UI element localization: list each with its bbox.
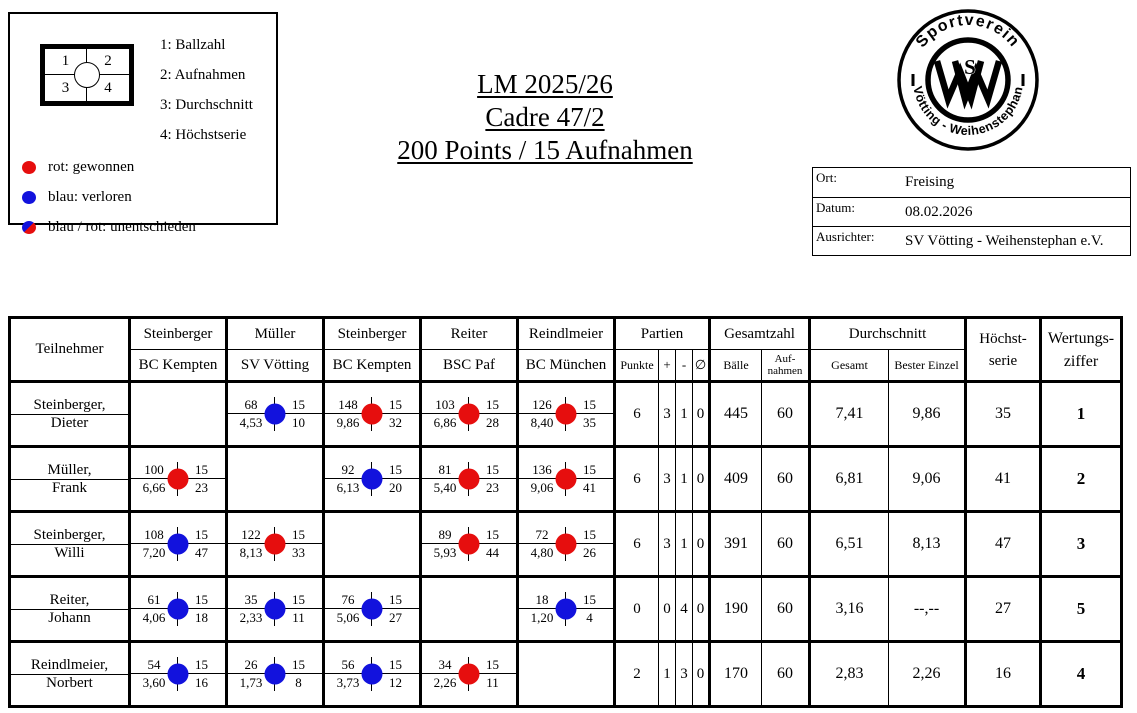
match-durchschnitt: 5,93 [422, 544, 469, 561]
match-result-dot [459, 534, 480, 555]
match-aufnahmen: 15 [566, 397, 613, 414]
match-hoechstserie: 12 [389, 674, 402, 690]
match-durchschnitt: 2,33 [228, 609, 275, 626]
header-minus: - [676, 350, 693, 382]
match-durchschnitt: 6,66 [131, 479, 178, 496]
player-row-steinberger-willi [10, 512, 1122, 577]
match-aufnahmen: 15 [566, 527, 613, 544]
match-result-dot [459, 664, 480, 685]
header-aufnahmen-line1: Auf- [774, 353, 796, 365]
stat-baelle: 190 [710, 577, 762, 642]
match-aufnahmen: 15 [178, 657, 225, 674]
match-aufnahmen: 15 [566, 462, 613, 479]
header-opponent-4-club: BSC Paf [421, 350, 518, 382]
match-aufnahmen: 15 [566, 592, 613, 609]
match-durchschnitt: 4,80 [519, 544, 566, 561]
datum-label: Datum: [816, 200, 855, 215]
diagram-quadrant-1: 1 [45, 49, 87, 75]
legend-box [8, 12, 278, 235]
match-ballzahl: 103 [422, 397, 469, 414]
stat-wertungsziffer: 2 [1041, 447, 1122, 512]
match-cell [518, 577, 615, 642]
header-opponent-3-name: Steinberger [324, 318, 421, 350]
ausrichter-value: SV Vötting - Weihenstephan e.V. [905, 233, 1104, 249]
stat-hoechstserie: 41 [966, 447, 1041, 512]
stat-baelle: 391 [710, 512, 762, 577]
page-title [330, 68, 760, 167]
stat-aufnahmen: 60 [762, 512, 810, 577]
match-ballzahl: 35 [228, 592, 275, 609]
header-aufnahmen [762, 350, 810, 382]
header-baelle: Bälle [710, 350, 762, 382]
results-table-wrap [8, 316, 1123, 708]
header-opponent-1-club: BC Kempten [130, 350, 227, 382]
match-cell [227, 577, 324, 642]
match-result-dot [265, 664, 286, 685]
ort-label: Ort: [816, 170, 837, 185]
match-durchschnitt: 1,20 [519, 609, 566, 626]
match-ballzahl: 126 [519, 397, 566, 414]
self-match-cell [421, 577, 518, 642]
stat-punkte: 0 [615, 577, 659, 642]
player-surname: Reiter, [11, 592, 128, 610]
info-row-ort [813, 168, 1130, 197]
logo-top-text: Sportverein [912, 11, 1024, 51]
player-firstname: Willi [54, 544, 85, 561]
match-aufnahmen: 15 [469, 527, 516, 544]
match-ballzahl: 68 [228, 397, 275, 414]
stat-aufnahmen: 60 [762, 577, 810, 642]
match-durchschnitt: 3,73 [325, 674, 372, 691]
match-hoechstserie: 26 [583, 544, 596, 560]
match-aufnahmen: 15 [275, 527, 322, 544]
legend-key-list [160, 30, 253, 150]
match-aufnahmen: 15 [275, 397, 322, 414]
match-cell [130, 512, 227, 577]
stat-baelle: 445 [710, 382, 762, 447]
diagram-quadrant-2: 2 [87, 49, 129, 75]
match-aufnahmen: 15 [372, 462, 419, 479]
stat-gesamt: 6,51 [810, 512, 889, 577]
match-result-dot [362, 599, 383, 620]
match-aufnahmen: 15 [275, 657, 322, 674]
self-match-cell [518, 642, 615, 707]
player-surname: Steinberger, [11, 397, 128, 415]
header-punkte: Punkte [615, 350, 659, 382]
player-row-reindlmeier-norbert [10, 642, 1122, 707]
stat-baelle: 170 [710, 642, 762, 707]
match-durchschnitt: 8,13 [228, 544, 275, 561]
match-durchschnitt: 6,13 [325, 479, 372, 496]
player-row-steinberger-dieter [10, 382, 1122, 447]
stat-hoechstserie: 35 [966, 382, 1041, 447]
match-aufnahmen: 15 [469, 657, 516, 674]
match-cell [518, 512, 615, 577]
stat-plus: 3 [659, 447, 676, 512]
match-durchschnitt: 5,06 [325, 609, 372, 626]
header-hoechstserie-line2: serie [988, 352, 1018, 369]
match-result-dot [459, 469, 480, 490]
diagram-quadrant-4: 4 [104, 79, 112, 96]
stat-gesamt: 3,16 [810, 577, 889, 642]
legend-key-ballzahl: 1: Ballzahl [160, 36, 226, 53]
match-hoechstserie: 28 [486, 414, 499, 430]
match-hoechstserie: 20 [389, 479, 402, 495]
match-result-dot [168, 534, 189, 555]
stat-aufnahmen: 60 [762, 642, 810, 707]
match-hoechstserie: 11 [292, 609, 305, 625]
match-durchschnitt: 4,06 [131, 609, 178, 626]
logo-monogram-s: S [964, 55, 976, 79]
match-hoechstserie: 16 [195, 674, 208, 690]
legend-result-won [22, 152, 196, 182]
match-durchschnitt: 8,40 [519, 414, 566, 431]
match-result-dot [556, 599, 577, 620]
match-result-dot [362, 469, 383, 490]
stat-minus: 1 [676, 512, 693, 577]
match-ballzahl: 100 [131, 462, 178, 479]
stat-minus: 3 [676, 642, 693, 707]
player-firstname: Dieter [50, 414, 89, 431]
match-cell [227, 382, 324, 447]
header-opponent-4-name: Reiter [421, 318, 518, 350]
legend-result-won-label: rot: gewonnen [48, 158, 135, 175]
header-opponent-3-club: BC Kempten [324, 350, 421, 382]
match-ballzahl: 81 [422, 462, 469, 479]
datum-value: 08.02.2026 [905, 204, 973, 220]
match-ballzahl: 34 [422, 657, 469, 674]
match-result-dot [265, 404, 286, 425]
match-aufnahmen: 15 [469, 462, 516, 479]
match-aufnahmen: 15 [372, 592, 419, 609]
header-group-partien: Partien [615, 318, 710, 350]
match-hoechstserie: 8 [295, 674, 302, 690]
player-name-cell [10, 447, 130, 512]
stat-avg: 0 [693, 577, 710, 642]
match-aufnahmen: 15 [469, 397, 516, 414]
player-surname: Steinberger, [11, 527, 128, 545]
player-name-cell [10, 382, 130, 447]
stat-gesamt: 7,41 [810, 382, 889, 447]
stat-minus: 1 [676, 382, 693, 447]
event-info-box [812, 167, 1131, 256]
stat-punkte: 6 [615, 512, 659, 577]
legend-result-lost [22, 182, 196, 212]
match-durchschnitt: 4,53 [228, 414, 275, 431]
player-surname: Reindlmeier, [11, 657, 128, 675]
match-cell [227, 642, 324, 707]
match-ballzahl: 18 [519, 592, 566, 609]
stat-hoechstserie: 27 [966, 577, 1041, 642]
match-durchschnitt: 6,86 [422, 414, 469, 431]
match-hoechstserie: 11 [486, 674, 499, 690]
match-cell [130, 642, 227, 707]
match-hoechstserie: 32 [389, 414, 402, 430]
stat-plus: 3 [659, 512, 676, 577]
stat-wertungsziffer: 4 [1041, 642, 1122, 707]
match-ballzahl: 108 [131, 527, 178, 544]
stat-minus: 1 [676, 447, 693, 512]
match-result-dot [556, 534, 577, 555]
match-hoechstserie: 44 [486, 544, 499, 560]
legend-key-aufnahmen: 2: Aufnahmen [160, 66, 246, 83]
legend-result-lost-label: blau: verloren [48, 188, 132, 205]
match-ballzahl: 72 [519, 527, 566, 544]
match-cell [421, 512, 518, 577]
stat-wertungsziffer: 5 [1041, 577, 1122, 642]
header-teilnehmer: Teilnehmer [10, 318, 130, 382]
match-hoechstserie: 23 [195, 479, 208, 495]
match-hoechstserie: 23 [486, 479, 499, 495]
match-cell [324, 447, 421, 512]
diagram-center-circle [74, 62, 100, 88]
stat-aufnahmen: 60 [762, 382, 810, 447]
match-result-dot [459, 404, 480, 425]
match-aufnahmen: 15 [372, 397, 419, 414]
player-firstname: Norbert [46, 674, 93, 691]
header-avg-symbol: ∅ [693, 350, 710, 382]
legend-key-durchschnitt: 3: Durchschnitt [160, 96, 253, 113]
match-result-dot [168, 469, 189, 490]
header-opponent-5-name: Reindlmeier [518, 318, 615, 350]
player-name-cell [10, 577, 130, 642]
match-hoechstserie: 27 [389, 609, 402, 625]
stat-bester-einzel: 8,13 [889, 512, 966, 577]
header-wertungsziffer-line2: ziffer [1063, 352, 1099, 370]
info-row-datum [813, 197, 1130, 226]
stat-avg: 0 [693, 382, 710, 447]
club-logo [892, 4, 1044, 156]
match-cell [518, 382, 615, 447]
self-match-cell [227, 447, 324, 512]
match-cell [130, 577, 227, 642]
match-result-dot [265, 599, 286, 620]
header-bester-einzel: Bester Einzel [889, 350, 966, 382]
match-ballzahl: 148 [325, 397, 372, 414]
draw-dot-icon [22, 221, 36, 234]
match-hoechstserie: 41 [583, 479, 596, 495]
lost-dot-icon [22, 191, 36, 204]
match-cell [324, 382, 421, 447]
match-hoechstserie: 33 [292, 544, 305, 560]
match-result-dot [168, 599, 189, 620]
diagram-quadrant-3: 3 [45, 75, 87, 101]
header-wertungsziffer-line1: Wertungs- [1047, 329, 1115, 347]
match-result-dot [556, 469, 577, 490]
match-durchschnitt: 9,86 [325, 414, 372, 431]
stat-punkte: 6 [615, 382, 659, 447]
match-durchschnitt: 5,40 [422, 479, 469, 496]
match-cell [421, 642, 518, 707]
header-hoechstserie [966, 318, 1041, 382]
stat-avg: 0 [693, 447, 710, 512]
stat-avg: 0 [693, 642, 710, 707]
match-aufnahmen: 15 [372, 657, 419, 674]
stat-plus: 0 [659, 577, 676, 642]
stat-baelle: 409 [710, 447, 762, 512]
match-hoechstserie: 18 [195, 609, 208, 625]
match-aufnahmen: 15 [178, 527, 225, 544]
match-cell [227, 512, 324, 577]
ort-value: Freising [905, 174, 955, 190]
match-ballzahl: 76 [325, 592, 372, 609]
self-match-cell [130, 382, 227, 447]
match-aufnahmen: 15 [178, 592, 225, 609]
header-opponent-5-club: BC München [518, 350, 615, 382]
won-dot-icon [22, 161, 36, 174]
legend-result-list [22, 152, 196, 242]
stat-hoechstserie: 16 [966, 642, 1041, 707]
match-hoechstserie: 10 [292, 414, 305, 430]
self-match-cell [324, 512, 421, 577]
player-firstname: Frank [52, 479, 87, 496]
match-ballzahl: 54 [131, 657, 178, 674]
match-ballzahl: 26 [228, 657, 275, 674]
title-line-competition: LM 2025/26 [477, 69, 613, 99]
match-durchschnitt: 1,73 [228, 674, 275, 691]
cell-layout-diagram [40, 44, 134, 106]
match-ballzahl: 122 [228, 527, 275, 544]
match-hoechstserie: 4 [586, 609, 593, 625]
match-cell [130, 447, 227, 512]
header-plus: + [659, 350, 676, 382]
match-cell [421, 447, 518, 512]
info-row-ausrichter [813, 226, 1130, 255]
player-surname: Müller, [11, 462, 128, 480]
match-result-dot [362, 404, 383, 425]
header-opponent-2-club: SV Vötting [227, 350, 324, 382]
match-ballzahl: 56 [325, 657, 372, 674]
legend-result-draw-label: blau / rot: unentschieden [48, 218, 196, 235]
stat-hoechstserie: 47 [966, 512, 1041, 577]
header-hoechstserie-line1: Höchst- [979, 330, 1027, 347]
match-ballzahl: 92 [325, 462, 372, 479]
stat-minus: 4 [676, 577, 693, 642]
match-cell [324, 577, 421, 642]
stat-gesamt: 6,81 [810, 447, 889, 512]
ausrichter-label: Ausrichter: [816, 229, 875, 244]
stat-avg: 0 [693, 512, 710, 577]
match-cell [518, 447, 615, 512]
match-ballzahl: 89 [422, 527, 469, 544]
stat-punkte: 6 [615, 447, 659, 512]
match-durchschnitt: 9,06 [519, 479, 566, 496]
player-row-mueller-frank [10, 447, 1122, 512]
header-gesamt: Gesamt [810, 350, 889, 382]
header-opponent-2-name: Müller [227, 318, 324, 350]
title-line-format: 200 Points / 15 Aufnahmen [397, 135, 693, 165]
stat-punkte: 2 [615, 642, 659, 707]
match-hoechstserie: 35 [583, 414, 596, 430]
stat-bester-einzel: 2,26 [889, 642, 966, 707]
player-name-cell [10, 642, 130, 707]
header-aufnahmen-line2: nahmen [767, 365, 803, 377]
match-durchschnitt: 2,26 [422, 674, 469, 691]
player-name-cell [10, 512, 130, 577]
match-result-dot [362, 664, 383, 685]
header-opponent-1-name: Steinberger [130, 318, 227, 350]
logo-bottom-text: Vötting - Weihenstephan [910, 84, 1026, 139]
match-ballzahl: 136 [519, 462, 566, 479]
stat-gesamt: 2,83 [810, 642, 889, 707]
header-group-durchschnitt: Durchschnitt [810, 318, 966, 350]
stat-plus: 3 [659, 382, 676, 447]
match-durchschnitt: 7,20 [131, 544, 178, 561]
player-row-reiter-johann [10, 577, 1122, 642]
player-firstname: Johann [48, 609, 91, 626]
legend-result-draw [22, 212, 196, 242]
stat-aufnahmen: 60 [762, 447, 810, 512]
stat-bester-einzel: 9,86 [889, 382, 966, 447]
stat-bester-einzel: 9,06 [889, 447, 966, 512]
results-table [8, 316, 1123, 708]
stat-plus: 1 [659, 642, 676, 707]
stat-wertungsziffer: 1 [1041, 382, 1122, 447]
match-aufnahmen: 15 [178, 462, 225, 479]
stat-bester-einzel: --,-- [889, 577, 966, 642]
match-result-dot [265, 534, 286, 555]
match-result-dot [556, 404, 577, 425]
match-cell [324, 642, 421, 707]
match-durchschnitt: 3,60 [131, 674, 178, 691]
header-wertungsziffer [1041, 318, 1122, 382]
stat-wertungsziffer: 3 [1041, 512, 1122, 577]
match-result-dot [168, 664, 189, 685]
match-hoechstserie: 47 [195, 544, 208, 560]
match-aufnahmen: 15 [275, 592, 322, 609]
header-group-gesamtzahl: Gesamtzahl [710, 318, 810, 350]
legend-key-hoechstserie: 4: Höchstserie [160, 126, 247, 143]
match-ballzahl: 61 [131, 592, 178, 609]
match-cell [421, 382, 518, 447]
title-line-discipline: Cadre 47/2 [485, 102, 605, 132]
